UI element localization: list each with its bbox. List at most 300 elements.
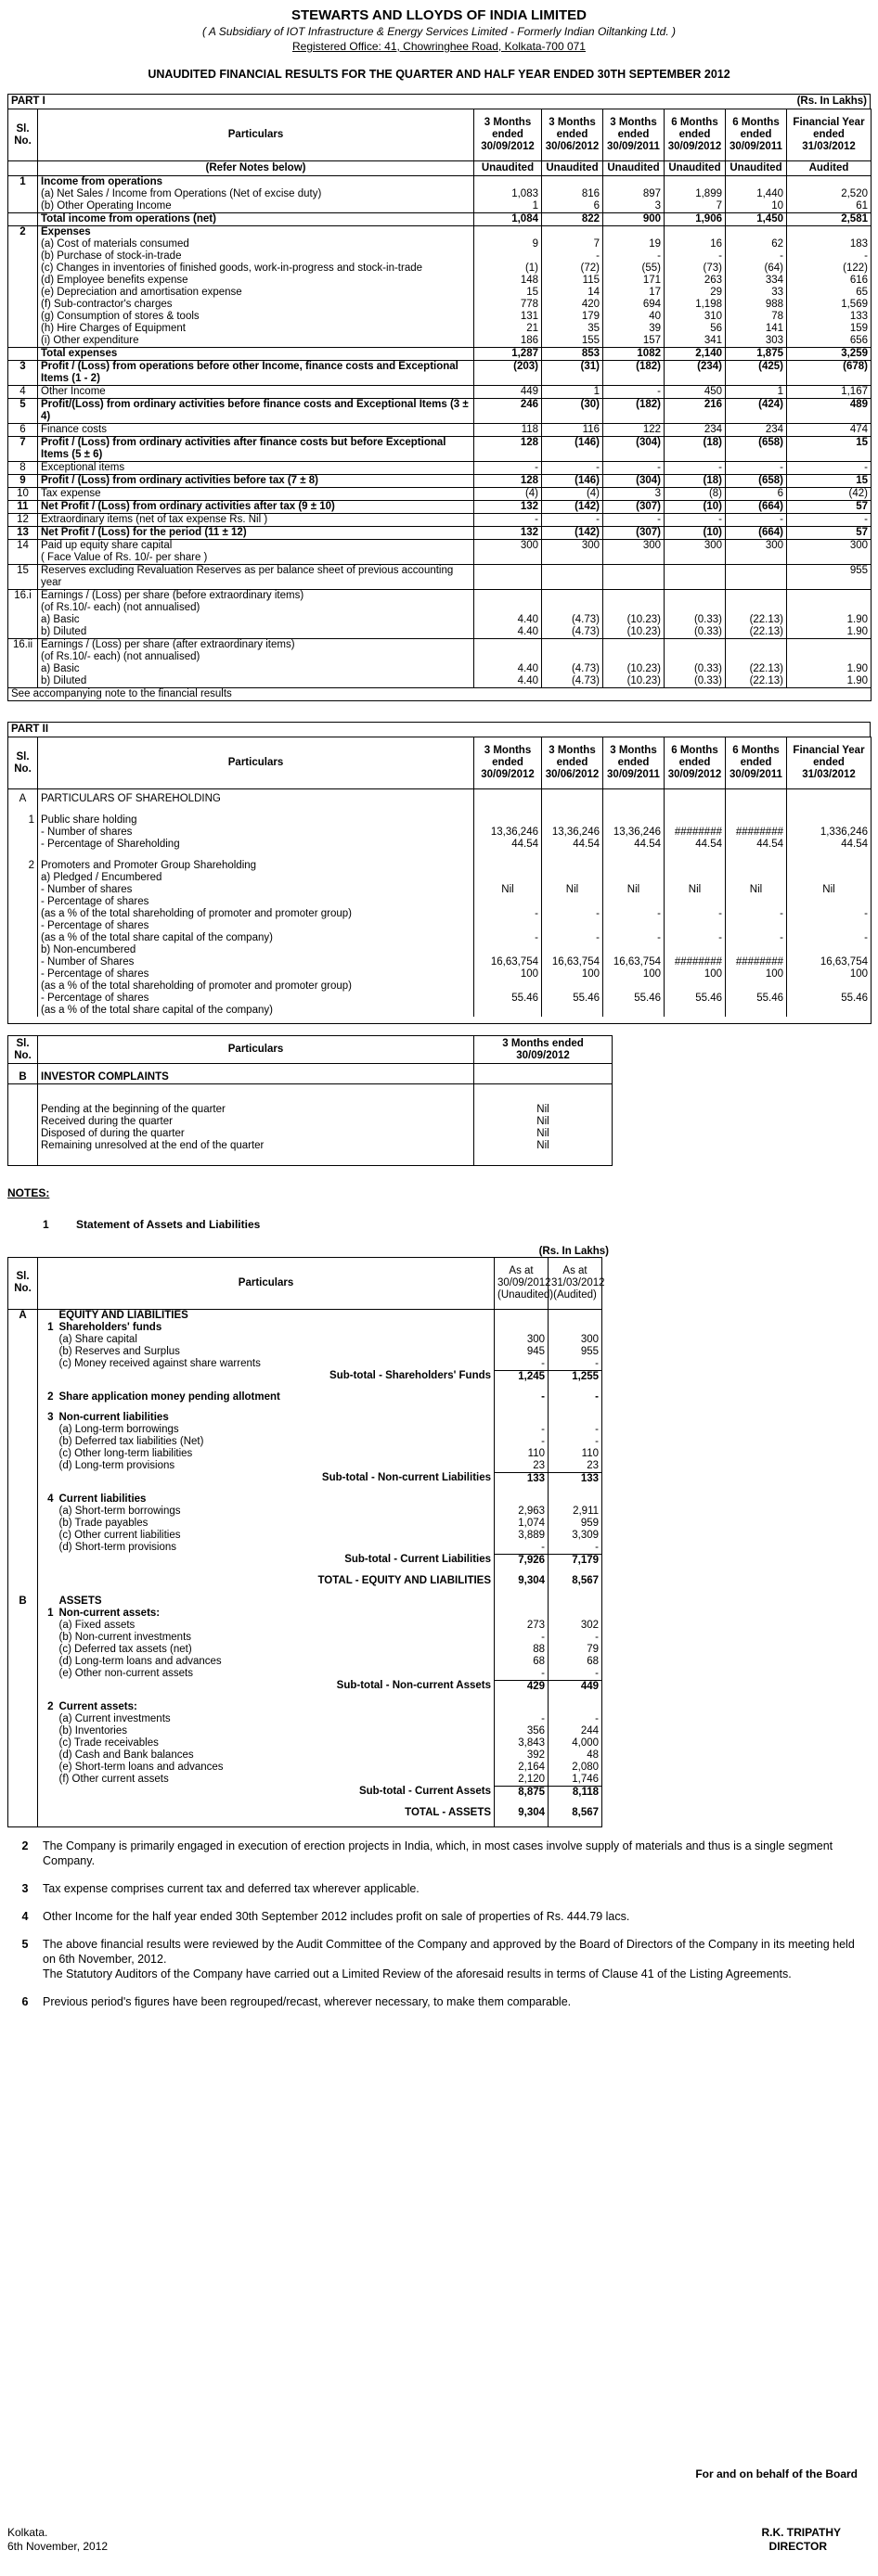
- row-number: [38, 1656, 57, 1668]
- row-value: [495, 1819, 549, 1827]
- table-row: [8, 872, 872, 884]
- row-label: (d) Long-term loans and advances: [57, 1656, 495, 1668]
- row-value: 14: [542, 287, 603, 299]
- row-value: (73): [665, 263, 726, 275]
- table-row: [8, 1309, 602, 1322]
- row-value: 1,875: [726, 348, 787, 361]
- row-label: TOTAL - ASSETS: [57, 1807, 495, 1819]
- row-value: [603, 920, 665, 932]
- row-number: [38, 1485, 57, 1493]
- audit-status: Unaudited: [726, 161, 787, 176]
- row-value: 300: [542, 540, 603, 553]
- table-row: [8, 226, 872, 239]
- part1-label: PART I: [11, 96, 45, 107]
- row-value: [726, 651, 787, 663]
- table-row: [8, 188, 872, 200]
- row-value: 2,120: [495, 1774, 549, 1787]
- row-value: -: [495, 1391, 549, 1403]
- row-sl: 2: [8, 860, 38, 872]
- table-row: [8, 896, 872, 908]
- row-value: -: [603, 250, 665, 263]
- row-sl: [8, 287, 38, 299]
- row-sl: [8, 602, 38, 614]
- assets-liabilities-table: [7, 1257, 605, 1828]
- table-row: [8, 1749, 602, 1762]
- table-row: [8, 1128, 613, 1140]
- signatory-name: R.K. TRIPATHY: [761, 2526, 841, 2539]
- row-value: 57: [787, 501, 872, 514]
- row-value: [542, 944, 603, 956]
- row-value: [495, 1693, 549, 1701]
- col-period: Financial Year ended 31/03/2012: [787, 109, 872, 161]
- table-row: [8, 1005, 872, 1017]
- row-value: [474, 602, 542, 614]
- row-sl: [8, 348, 38, 361]
- table-row: [8, 501, 872, 514]
- row-value: 16,63,754: [542, 956, 603, 968]
- row-number: [38, 1383, 57, 1391]
- row-sl: 3: [8, 361, 38, 386]
- row-value: 392: [495, 1749, 549, 1762]
- row-label: Sub-total - Current Liabilities: [57, 1554, 495, 1567]
- row-value: [603, 860, 665, 872]
- row-value: -: [665, 250, 726, 263]
- row-value: 35: [542, 323, 603, 335]
- row-value: (10): [665, 501, 726, 514]
- row-label: Other Income: [38, 386, 474, 399]
- row-label: Sub-total - Non-current Assets: [57, 1680, 495, 1693]
- row-sl: [8, 675, 38, 688]
- row-value: 68: [495, 1656, 549, 1668]
- table-row: [8, 200, 872, 213]
- row-value: (4.73): [542, 663, 603, 675]
- row-value: 4.40: [474, 626, 542, 639]
- row-value: (22.13): [726, 626, 787, 639]
- row-value: 100: [474, 968, 542, 980]
- row-section: [8, 1693, 38, 1701]
- table-row: [8, 1737, 602, 1749]
- row-label: (c) Deferred tax assets (net): [57, 1644, 495, 1656]
- row-value: -: [542, 462, 603, 475]
- table-row: [8, 1403, 602, 1412]
- row-sl: [8, 188, 38, 200]
- investor-table: [7, 1035, 613, 1166]
- table-row: [8, 1807, 602, 1819]
- table-row: [8, 1799, 602, 1807]
- row-value: 1,569: [787, 299, 872, 311]
- table-row: [8, 626, 872, 639]
- note-paragraph: The Statutory Auditors of the Company have carried out a Limited Review of the aforesaid results in terms of Clause 41 of the Listing Agreements.: [43, 1967, 792, 1980]
- row-value: 118: [474, 424, 542, 437]
- table-row: [8, 1542, 602, 1555]
- part2-bar: [7, 722, 871, 737]
- row-value: 23: [549, 1460, 602, 1473]
- row-label: Disposed of during the quarter: [38, 1128, 474, 1140]
- row-section: [8, 1774, 38, 1787]
- row-value: -: [787, 514, 872, 527]
- row-sl: A: [8, 793, 38, 805]
- table-row: [8, 1620, 602, 1632]
- row-value: 420: [542, 299, 603, 311]
- row-number: [38, 1403, 57, 1412]
- row-value: 1,287: [474, 348, 542, 361]
- row-value: 100: [726, 968, 787, 980]
- row-sl: [8, 1104, 38, 1116]
- row-label: Profit / (Loss) from ordinary activities before tax (7 ± 8): [38, 475, 474, 488]
- row-label: Net Profit / (Loss) from ordinary activities after tax (9 ± 10): [38, 501, 474, 514]
- row-value: 55.46: [726, 993, 787, 1005]
- row-label: Shareholders' funds: [57, 1322, 495, 1334]
- row-section: [8, 1644, 38, 1656]
- row-value: 1,450: [726, 213, 787, 226]
- row-value: 8,567: [549, 1807, 602, 1819]
- row-value: 183: [787, 238, 872, 250]
- row-value: 19: [603, 238, 665, 250]
- row-value: [603, 872, 665, 884]
- row-section: [8, 1472, 38, 1485]
- row-label: Sub-total - Shareholders' Funds: [57, 1370, 495, 1383]
- row-value: 40: [603, 311, 665, 323]
- row-value: [474, 872, 542, 884]
- table-row: [8, 968, 872, 980]
- row-number: [38, 1358, 57, 1371]
- row-value: 959: [549, 1518, 602, 1530]
- row-label: TOTAL - EQUITY AND LIABILITIES: [57, 1575, 495, 1587]
- table-row: [8, 932, 872, 944]
- row-value: [603, 226, 665, 239]
- row-value: 1,245: [495, 1370, 549, 1383]
- row-label: (a) Cost of materials consumed: [38, 238, 474, 250]
- row-value: [787, 944, 872, 956]
- table-row: [8, 1472, 602, 1485]
- row-value: (307): [603, 501, 665, 514]
- row-label: (e) Short-term loans and advances: [57, 1762, 495, 1774]
- row-value: 131: [474, 311, 542, 323]
- row-value: 310: [665, 311, 726, 323]
- row-value: 7,926: [495, 1554, 549, 1567]
- row-value: -: [474, 932, 542, 944]
- statement-units: (Rs. In Lakhs): [538, 1245, 609, 1257]
- row-value: -: [603, 462, 665, 475]
- table-row: [8, 1346, 602, 1358]
- row-value: 300: [787, 540, 872, 553]
- row-value: 44.54: [542, 839, 603, 851]
- row-sl: 13: [8, 527, 38, 540]
- row-value: 853: [542, 348, 603, 361]
- row-section: [8, 1749, 38, 1762]
- row-value: 7: [542, 238, 603, 250]
- row-value: 1: [726, 386, 787, 399]
- table-row: [8, 1506, 602, 1518]
- investor-section-sl: B: [8, 1071, 38, 1084]
- row-number: [38, 1807, 57, 1819]
- row-value: 16,63,754: [474, 956, 542, 968]
- row-section: [8, 1370, 38, 1383]
- col-particulars: Particulars: [38, 109, 474, 161]
- row-section: [8, 1334, 38, 1346]
- row-value: [474, 552, 542, 565]
- row-value: -: [603, 386, 665, 399]
- row-value: 16: [665, 238, 726, 250]
- row-number: [38, 1518, 57, 1530]
- row-sl: [8, 311, 38, 323]
- row-value: -: [549, 1436, 602, 1448]
- table-row: [8, 1391, 602, 1403]
- row-value: -: [787, 932, 872, 944]
- row-value: [495, 1596, 549, 1608]
- table-row: [8, 793, 872, 805]
- row-value: 1,167: [787, 386, 872, 399]
- results-title: UNAUDITED FINANCIAL RESULTS FOR THE QUARTER AND HALF YEAR ENDED 30TH SEPTEMBER 2012: [148, 68, 730, 81]
- row-value: [474, 1005, 542, 1017]
- row-number: [38, 1309, 57, 1322]
- place: Kolkata.: [7, 2526, 48, 2539]
- row-value: 955: [787, 565, 872, 590]
- row-label: (b) Inventories: [57, 1725, 495, 1737]
- row-value: 450: [665, 386, 726, 399]
- row-value: 8,118: [549, 1786, 602, 1799]
- row-value: 246: [474, 399, 542, 424]
- row-label: Share application money pending allotment: [57, 1391, 495, 1403]
- row-label: (e) Other non-current assets: [57, 1668, 495, 1681]
- row-value: 1,440: [726, 188, 787, 200]
- row-value: 300: [726, 540, 787, 553]
- row-value: (18): [665, 475, 726, 488]
- company-name: STEWARTS AND LLOYDS OF INDIA LIMITED: [291, 7, 587, 23]
- table-row: [8, 1436, 602, 1448]
- row-value: 133: [495, 1472, 549, 1485]
- table-row: [8, 1644, 602, 1656]
- row-value: [726, 872, 787, 884]
- row-value: 6: [542, 200, 603, 213]
- row-value: [549, 1596, 602, 1608]
- row-value: 334: [726, 275, 787, 287]
- row-value: [726, 980, 787, 993]
- row-sl: 9: [8, 475, 38, 488]
- row-value: 128: [474, 437, 542, 462]
- row-value: -: [549, 1632, 602, 1644]
- row-value: Nil: [787, 884, 872, 896]
- row-value: [549, 1567, 602, 1575]
- row-value: -: [549, 1358, 602, 1371]
- row-value: [726, 793, 787, 805]
- note-paragraph: Previous period's figures have been regrouped/recast, wherever necessary, to make them comparable.: [43, 1995, 572, 2008]
- row-value: 3,309: [549, 1530, 602, 1542]
- row-value: 44.54: [665, 839, 726, 851]
- row-value: [495, 1309, 549, 1322]
- row-number: [38, 1575, 57, 1587]
- row-value: 616: [787, 275, 872, 287]
- row-label: PARTICULARS OF SHAREHOLDING: [38, 793, 474, 805]
- row-section: A: [8, 1309, 38, 1322]
- table-row: [8, 980, 872, 993]
- row-sl: [8, 299, 38, 311]
- row-number: [38, 1334, 57, 1346]
- row-value: Nil: [474, 1116, 613, 1128]
- table-row: [8, 348, 872, 361]
- table-row: [8, 323, 872, 335]
- row-value: [665, 872, 726, 884]
- row-label: (f) Sub-contractor's charges: [38, 299, 474, 311]
- row-value: (31): [542, 361, 603, 386]
- table-row: [8, 250, 872, 263]
- row-value: [474, 226, 542, 239]
- table-row: [8, 839, 872, 851]
- refer-notes: (Refer Notes below): [38, 161, 474, 176]
- signatory-designation: DIRECTOR: [768, 2540, 827, 2553]
- row-section: [8, 1620, 38, 1632]
- row-value: [787, 176, 872, 189]
- row-value: [542, 860, 603, 872]
- row-value: [549, 1493, 602, 1506]
- table-row: [8, 1334, 602, 1346]
- table-row: [8, 1725, 602, 1737]
- row-value: 133: [787, 311, 872, 323]
- row-value: Nil: [474, 1104, 613, 1116]
- row-label: Pending at the beginning of the quarter: [38, 1104, 474, 1116]
- row-value: [549, 1485, 602, 1493]
- row-value: [726, 590, 787, 603]
- row-value: 3: [603, 488, 665, 501]
- note-text: [43, 1937, 871, 1981]
- row-label: Earnings / (Loss) per share (after extraordinary items): [38, 639, 474, 652]
- row-sl: [8, 651, 38, 663]
- row-section: [8, 1493, 38, 1506]
- row-value: 1,198: [665, 299, 726, 311]
- row-value: 694: [603, 299, 665, 311]
- row-value: [542, 980, 603, 993]
- row-label: (i) Other expenditure: [38, 335, 474, 348]
- row-label: [57, 1587, 495, 1596]
- row-value: (304): [603, 437, 665, 462]
- row-value: [474, 896, 542, 908]
- row-section: [8, 1518, 38, 1530]
- row-value: (304): [603, 475, 665, 488]
- row-label: Paid up equity share capital: [38, 540, 474, 553]
- table-row: [8, 361, 872, 386]
- row-value: [549, 1693, 602, 1701]
- table-row: [8, 663, 872, 675]
- row-value: 303: [726, 335, 787, 348]
- col-sl: Sl. No.: [8, 737, 38, 789]
- row-value: [726, 896, 787, 908]
- row-number: [38, 1668, 57, 1681]
- row-value: 171: [603, 275, 665, 287]
- row-label: (g) Consumption of stores & tools: [38, 311, 474, 323]
- row-label: Profit/(Loss) from ordinary activities before finance costs and Exceptional Items (3 ± 4): [38, 399, 474, 424]
- row-label: Extraordinary items (net of tax expense Rs. Nil ): [38, 514, 474, 527]
- row-value: Nil: [542, 884, 603, 896]
- row-value: [603, 651, 665, 663]
- row-value: (0.33): [665, 614, 726, 626]
- row-value: [665, 226, 726, 239]
- table-row: [8, 639, 872, 652]
- row-value: [549, 1608, 602, 1620]
- row-label: (h) Hire Charges of Equipment: [38, 323, 474, 335]
- table-row: [8, 614, 872, 626]
- row-number: 4: [38, 1493, 57, 1506]
- audit-status: Unaudited: [603, 161, 665, 176]
- row-value: 132: [474, 527, 542, 540]
- row-value: [495, 1485, 549, 1493]
- row-value: -: [665, 514, 726, 527]
- audit-status: Audited: [787, 161, 872, 176]
- row-value: -: [474, 908, 542, 920]
- table-row: [8, 1680, 602, 1693]
- row-value: Nil: [665, 884, 726, 896]
- row-number: [38, 1506, 57, 1518]
- row-value: [787, 590, 872, 603]
- table-row: [8, 993, 872, 1005]
- row-value: [474, 250, 542, 263]
- row-number: [38, 1620, 57, 1632]
- row-value: (22.13): [726, 663, 787, 675]
- row-label: Public share holding: [38, 814, 474, 827]
- table-row: [8, 1587, 602, 1596]
- note-item: [7, 1839, 871, 1868]
- row-value: [787, 1005, 872, 1017]
- row-value: 16,63,754: [787, 956, 872, 968]
- row-value: (146): [542, 437, 603, 462]
- row-label: - Percentage of shares: [38, 896, 474, 908]
- row-number: [38, 1644, 57, 1656]
- row-value: 33: [726, 287, 787, 299]
- table-row: [8, 1668, 602, 1681]
- row-value: 4,000: [549, 1737, 602, 1749]
- table-row: [8, 424, 872, 437]
- row-value: (142): [542, 501, 603, 514]
- row-sl: 16.i: [8, 590, 38, 603]
- row-value: [665, 920, 726, 932]
- row-sl: 11: [8, 501, 38, 514]
- note-paragraph: The Company is primarily engaged in execution of erection projects in India, which, in most cases involve supply of materials and thus is a single segment Company.: [43, 1839, 833, 1867]
- row-number: [38, 1542, 57, 1555]
- row-value: [474, 651, 542, 663]
- row-number: [38, 1587, 57, 1596]
- row-value: [495, 1322, 549, 1334]
- table-row: [8, 1383, 602, 1391]
- row-value: [787, 920, 872, 932]
- row-value: (678): [787, 361, 872, 386]
- row-value: [665, 980, 726, 993]
- table-row: [8, 827, 872, 839]
- table-row: [8, 1460, 602, 1473]
- row-label: [57, 1383, 495, 1391]
- table-row: [8, 1596, 602, 1608]
- row-value: 4.40: [474, 614, 542, 626]
- row-value: ########: [726, 827, 787, 839]
- notes-list: [7, 1839, 871, 2009]
- row-value: [726, 602, 787, 614]
- row-value: (658): [726, 475, 787, 488]
- row-sl: [8, 213, 38, 226]
- row-value: [726, 552, 787, 565]
- row-value: [603, 590, 665, 603]
- row-label: Total expenses: [38, 348, 474, 361]
- row-value: 179: [542, 311, 603, 323]
- row-value: 955: [549, 1346, 602, 1358]
- row-value: [549, 1403, 602, 1412]
- row-label: Received during the quarter: [38, 1116, 474, 1128]
- row-value: [603, 602, 665, 614]
- row-section: [8, 1668, 38, 1681]
- row-value: (22.13): [726, 614, 787, 626]
- row-value: [549, 1701, 602, 1713]
- col-particulars: Particulars: [38, 1036, 474, 1064]
- row-value: [787, 814, 872, 827]
- table-row: [8, 1567, 602, 1575]
- row-value: [542, 590, 603, 603]
